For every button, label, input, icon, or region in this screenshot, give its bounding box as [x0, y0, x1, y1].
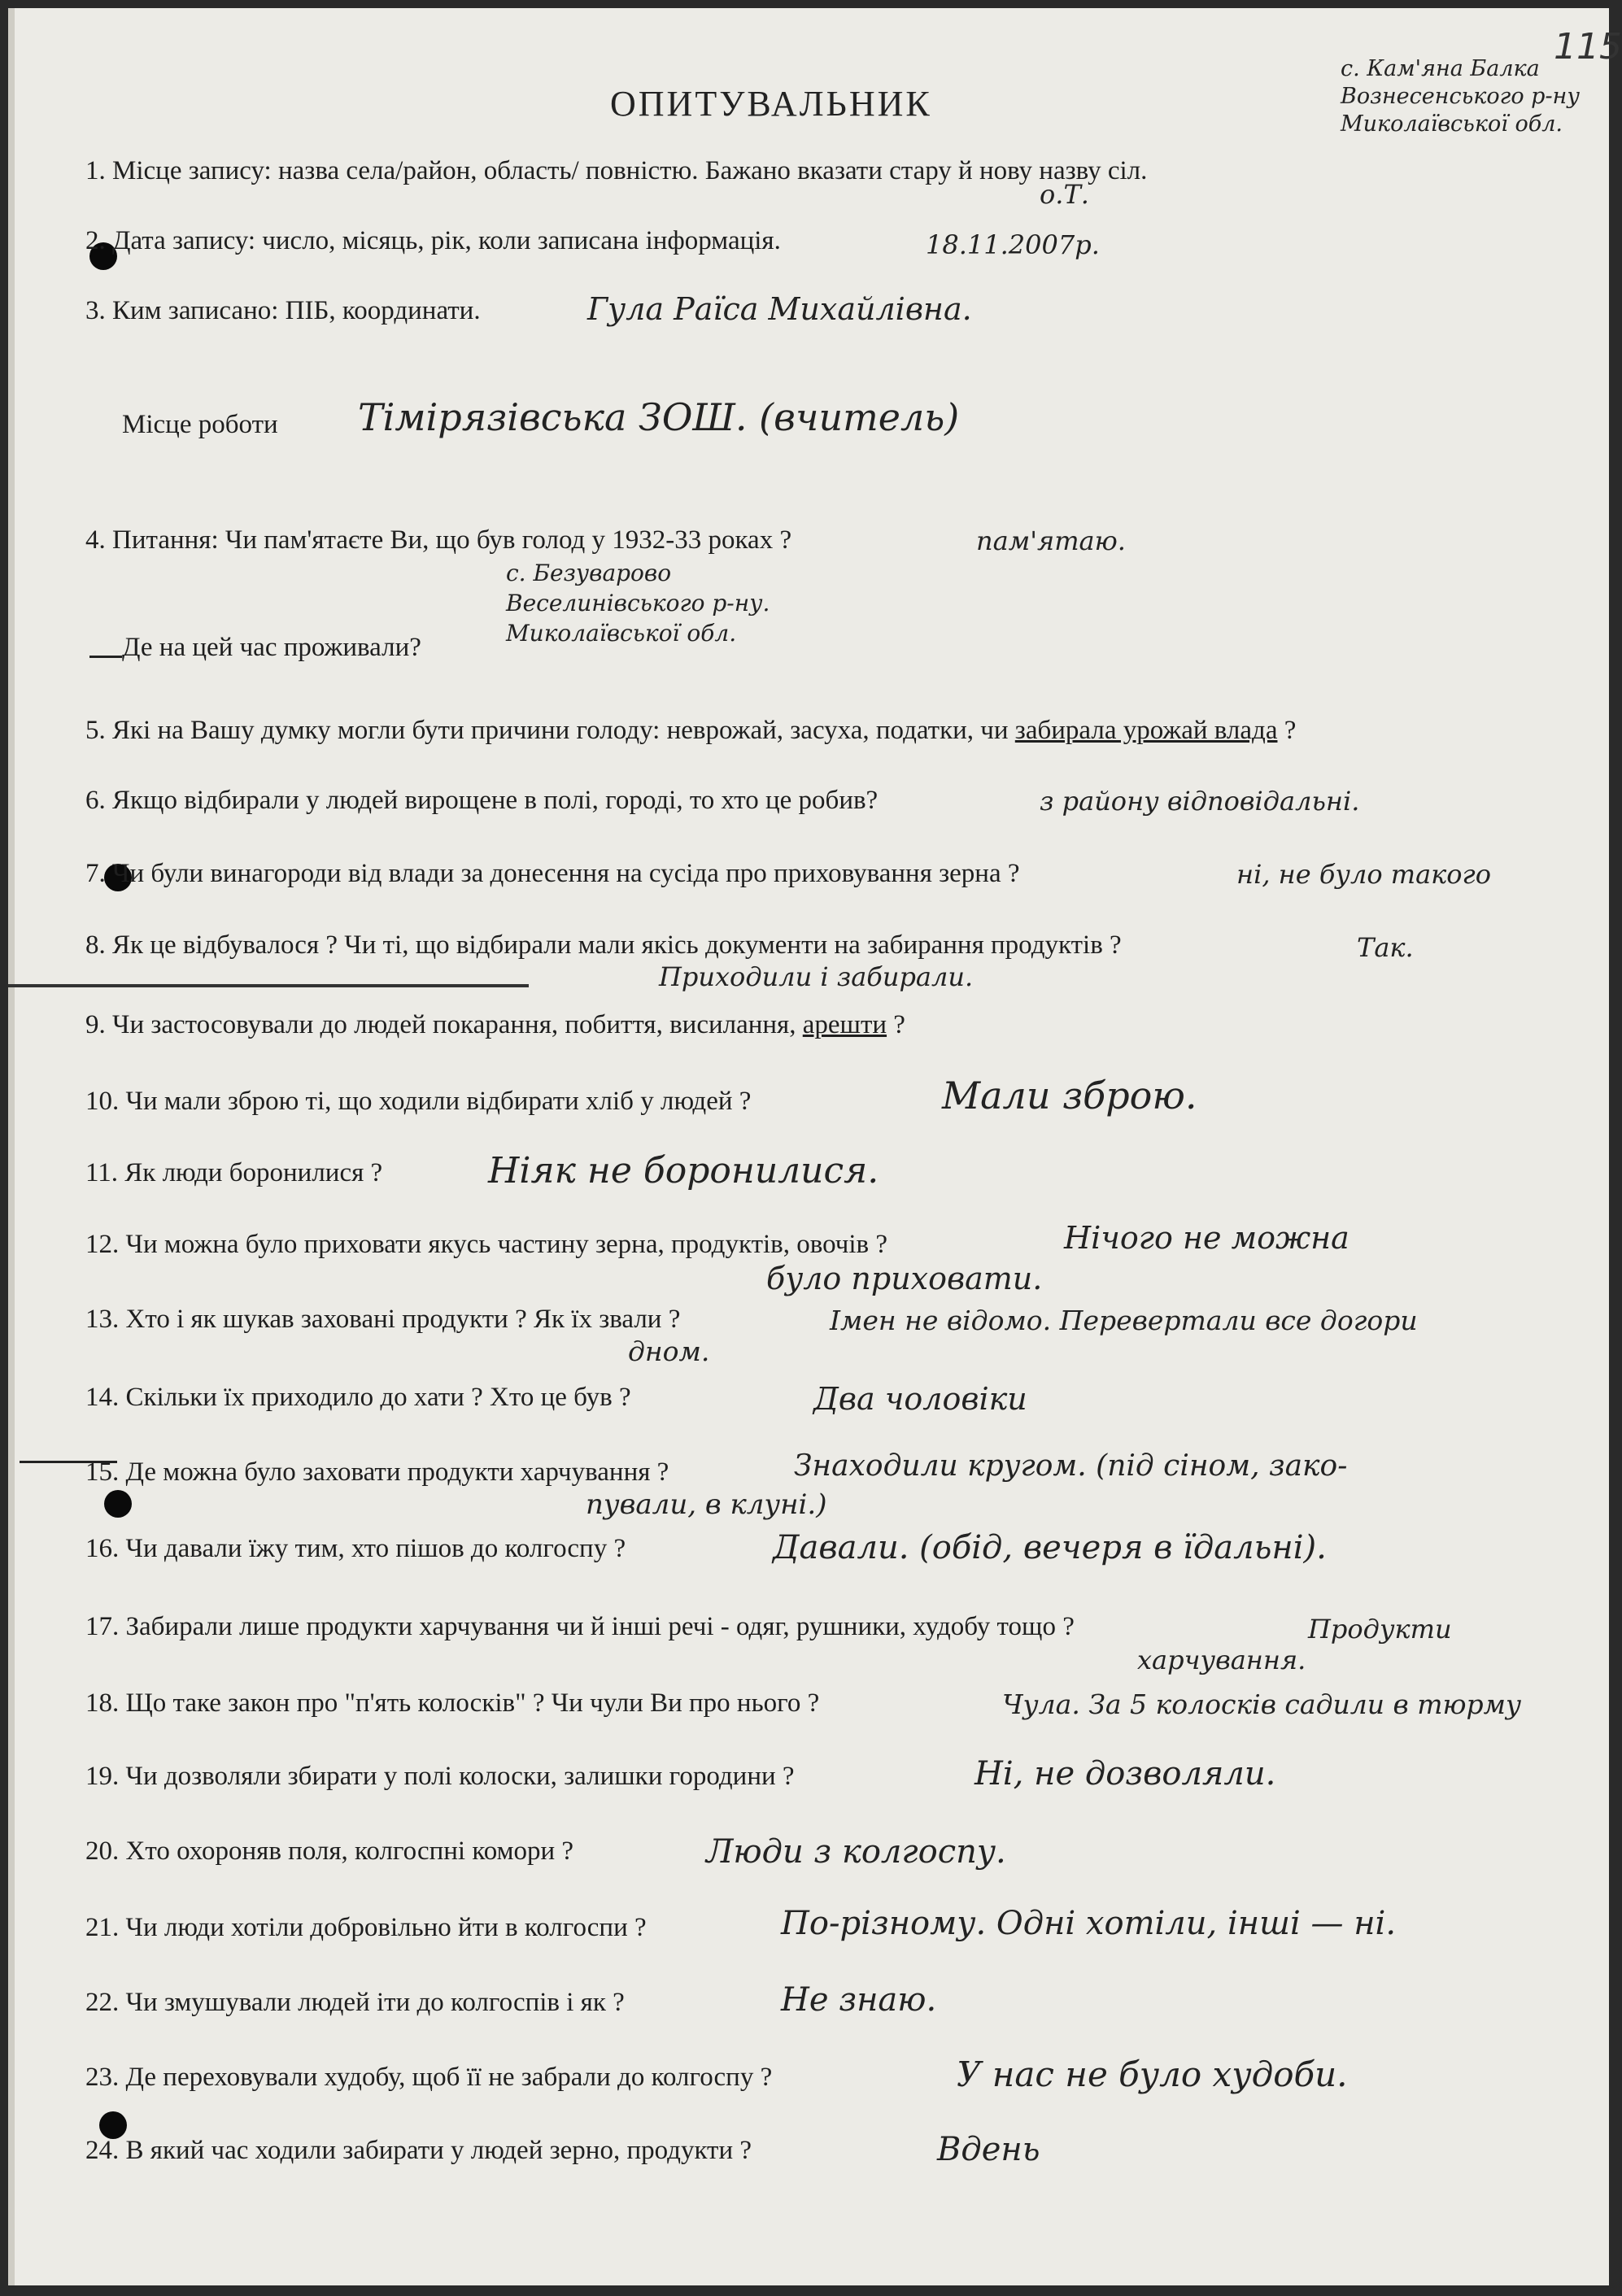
question-number: 17.	[85, 1612, 120, 1641]
question-text: В який час ходили забирати у людей зерно, продукти ?	[125, 2136, 752, 2165]
answer-1: о.Т.	[1040, 179, 1089, 210]
question-number: 20.	[85, 1836, 120, 1866]
workplace-label	[122, 410, 278, 440]
question-text: Де можна було заховати продукти харчування ?	[125, 1457, 669, 1487]
answer-3: Гула Раїса Михайлівна.	[587, 291, 972, 327]
question-4	[85, 525, 791, 555]
question-text: Чи змушували людей іти до колгоспів і як ?	[125, 1988, 625, 2017]
question-number: 22.	[85, 1988, 120, 2017]
question-21	[85, 1913, 647, 1943]
question-text: Забирали лише продукти харчування чи й інші речі - одяг, рушники, худобу тощо ?	[125, 1612, 1075, 1641]
question-text: ?	[1284, 716, 1297, 745]
question-text: Питання: Чи пам'ятаєте Ви, що був голод у 1932-33 роках ?	[112, 525, 792, 555]
question-text: Чи були винагороди від влади за донесення на сусіда про приховування зерна ?	[112, 859, 1020, 888]
answer-13-line2: дном.	[628, 1335, 710, 1367]
question-16	[85, 1534, 626, 1564]
question-2	[85, 226, 781, 256]
question-text: Хто і як шукав заховані продукти ? Як їх звали ?	[125, 1305, 681, 1334]
answer-15: Знаходили кругом. (під сіном, зако-	[794, 1449, 1348, 1483]
question-24	[85, 2136, 752, 2166]
question-number: 18.	[85, 1688, 120, 1718]
question-text: Чи дозволяли збирати у полі колоски, залишки городини ?	[125, 1762, 795, 1791]
question-17	[85, 1612, 1075, 1642]
question-text: Скільки їх приходило до хати ? Хто це був ?	[125, 1383, 631, 1412]
question-7	[85, 859, 1020, 889]
pen-stroke	[8, 984, 529, 987]
question-10	[85, 1087, 751, 1117]
question-22	[85, 1988, 625, 2018]
question-number: 24.	[85, 2136, 120, 2165]
question-text: Місце запису: назва села/район, область/ повністю. Бажано вказати стару й нову назву сіл.	[112, 156, 1148, 185]
answer-12-line2: було приховати.	[766, 1261, 1043, 1296]
question-number: 13.	[85, 1305, 120, 1334]
answer-2: 18.11.2007р.	[926, 229, 1100, 260]
question-text: Що таке закон про "п'ять колосків" ? Чи чули Ви про нього ?	[125, 1688, 820, 1718]
question-text: Дата запису: число, місяць, рік, коли записана інформація.	[112, 226, 781, 255]
question-number: 14.	[85, 1383, 120, 1412]
question-5	[85, 716, 1296, 746]
question-13	[85, 1305, 680, 1335]
answer-6: з району відповідальні.	[1040, 786, 1360, 817]
answer-14: Два чоловіки	[813, 1381, 1027, 1417]
question-text: ?	[893, 1010, 905, 1039]
answer-13: Імен не відомо. Перевертали все догори	[830, 1305, 1418, 1336]
question-number: 11.	[85, 1158, 119, 1187]
pen-stroke	[89, 656, 122, 658]
question-text: Хто охороняв поля, колгоспні комори ?	[125, 1836, 574, 1866]
question-text: Як люди боронилися ?	[124, 1158, 383, 1187]
question-number: 21.	[85, 1913, 120, 1942]
answer-19: Ні, не дозволяли.	[975, 1755, 1276, 1793]
answer-12: Нічого не можна	[1064, 1220, 1349, 1256]
question-8	[85, 930, 1122, 961]
location-note-line: с. Кам'яна Балка	[1341, 56, 1540, 81]
answer-22: Не знаю.	[781, 1981, 937, 2019]
question-number: 23.	[85, 2063, 120, 2092]
question-number: 4.	[85, 525, 106, 555]
answer-8-line2: Приходили і забирали.	[659, 961, 974, 992]
answer-21: По-різному. Одні хотіли, інші — ні.	[781, 1905, 1397, 1942]
question-number: 7.	[85, 859, 106, 888]
residence-line: Веселинівського р-ну.	[506, 590, 770, 616]
punch-hole	[104, 1490, 132, 1518]
question-text: Де на цей час проживали?	[122, 633, 421, 662]
question-6	[85, 786, 878, 816]
residence-answer	[506, 558, 770, 648]
answer-17: Продукти	[1308, 1614, 1452, 1645]
question-text: Місце роботи	[122, 410, 278, 439]
punch-hole	[99, 2111, 127, 2139]
question-19	[85, 1762, 795, 1792]
answer-11: Ніяк не боронилися.	[488, 1150, 879, 1192]
answer-4: пам'ятаю.	[976, 525, 1126, 556]
question-number: 19.	[85, 1762, 120, 1791]
answer-8: Так.	[1357, 932, 1414, 963]
question-text: Ким записано: ПІБ, координати.	[112, 296, 481, 325]
question-3	[85, 296, 481, 326]
question-number: 6.	[85, 786, 106, 815]
question-number: 3.	[85, 296, 106, 325]
workplace-answer: Тімірязівська ЗОШ. (вчитель)	[358, 395, 960, 439]
question-number: 8.	[85, 930, 106, 960]
residence-line: с. Безуварово	[506, 560, 672, 586]
question-number: 1.	[85, 156, 106, 185]
question-number: 10.	[85, 1087, 120, 1116]
residence-line: Миколаївської обл.	[506, 620, 737, 647]
question-text: Де переховували худобу, щоб її не забрали до колгоспу ?	[125, 2063, 773, 2092]
answer-17-line2: харчування.	[1137, 1645, 1306, 1675]
document-sheet	[8, 8, 1622, 2285]
question-number: 15.	[85, 1457, 120, 1487]
page-number: 115	[1554, 26, 1622, 68]
answer-10: Мали зброю.	[942, 1074, 1197, 1118]
underlined-text: арешти	[802, 1010, 887, 1039]
answer-24: Вдень	[937, 2131, 1040, 2168]
question-text: Як це відбувалося ? Чи ті, що відбирали мали якісь документи на забирання продуктів ?	[112, 930, 1122, 960]
question-11	[85, 1158, 382, 1188]
question-20	[85, 1836, 573, 1867]
answer-18: Чула. За 5 колосків садили в тюрму	[1002, 1688, 1522, 1720]
question-text: Якщо відбирали у людей вирощене в полі, городі, то хто це робив?	[112, 786, 879, 815]
question-text: Чи застосовували до людей покарання, побиття, висилання,	[112, 1010, 796, 1039]
question-text: Які на Вашу думку могли бути причини голоду: неврожай, засуха, податки, чи	[112, 716, 1009, 745]
question-18	[85, 1688, 819, 1719]
question-text: Чи можна було приховати якусь частину зерна, продуктів, овочів ?	[125, 1230, 887, 1259]
question-12	[85, 1230, 887, 1260]
question-text: Чи давали їжу тим, хто пішов до колгоспу ?	[125, 1534, 626, 1563]
answer-23: У нас не було худоби.	[957, 2054, 1348, 2094]
question-9	[85, 1010, 905, 1040]
question-15	[85, 1457, 669, 1488]
underlined-text: забирала урожай влада	[1014, 716, 1278, 745]
answer-16: Давали. (обід, вечеря в їдальні).	[773, 1529, 1327, 1566]
location-note-line: Вознесенського р-ну	[1341, 84, 1581, 109]
question-14	[85, 1383, 631, 1413]
location-note-line: Миколаївської обл.	[1341, 111, 1563, 137]
question-1	[85, 156, 1147, 186]
question-23	[85, 2063, 772, 2093]
paper-edge	[8, 8, 15, 2285]
question-number: 9.	[85, 1010, 106, 1039]
location-note	[1341, 55, 1580, 138]
answer-15-line2: пували, в клуні.)	[586, 1488, 827, 1521]
question-number: 5.	[85, 716, 106, 745]
question-text: Чи люди хотіли добровільно йти в колгоспи ?	[125, 1913, 647, 1942]
question-number: 2.	[85, 226, 106, 255]
answer-20: Люди з колгоспу.	[706, 1833, 1006, 1871]
question-number: 16.	[85, 1534, 120, 1563]
page-title: ОПИТУВАЛЬНИК	[610, 84, 932, 124]
question-number: 12.	[85, 1230, 120, 1259]
answer-7: ні, не було такого	[1236, 859, 1491, 890]
question-text: Чи мали зброю ті, що ходили відбирати хліб у людей ?	[125, 1087, 752, 1116]
residence-label	[122, 633, 421, 663]
